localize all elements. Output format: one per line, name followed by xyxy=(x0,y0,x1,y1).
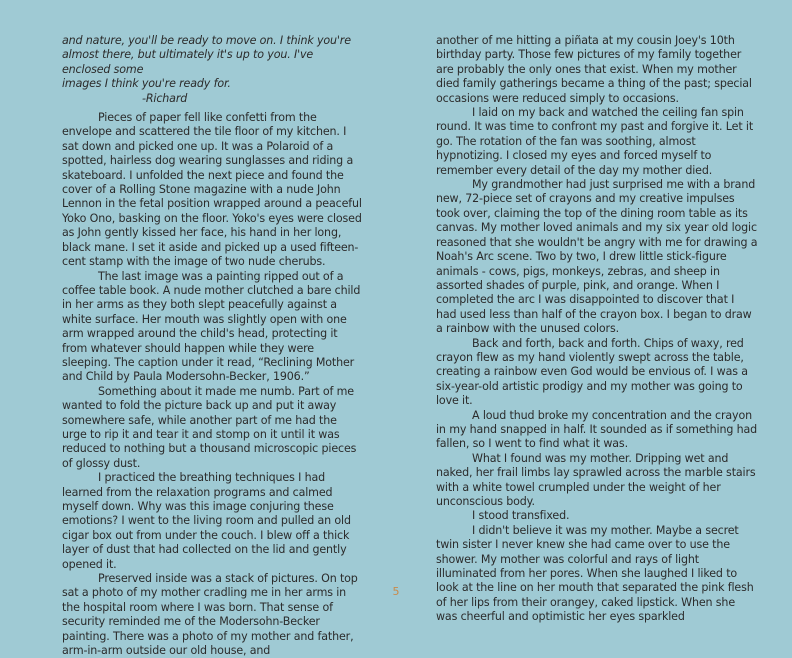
body-paragraph: My grandmother had just surprised me with a brand new, 72-piece set of crayons and my creative impulses took over, claiming the top of the dining room table as its canvas. My mother loved animals and my six year old logic reasoned that she wouldn't be angry with me for drawing a Noah's Arc scene. Two by two, I drew little stick-figure animals - cows, pigs, monkeys, zebras, and sheep in assorted shades of purple, pink, and orange. When I completed the arc I was disappointed to discover that I had used less than half of the crayon box. I began to draw a rainbow with the unused colors. xyxy=(436,178,758,336)
letter-line: and nature, you'll be ready to move on. I think you're xyxy=(62,34,351,47)
letter-signature: -Richard xyxy=(142,91,188,105)
body-paragraph: The last image was a painting ripped out of a coffee table book. A nude mother clutched a bare child in her arms as they both slept peacefully against a white surface. Her mouth was slightly open with one arm wrapped around the child's head, protecting it from whatever should happen while they were sleeping. The caption under it read, “Reclining Mother and Child by Paula Modersohn-Becker, 1906.” xyxy=(62,269,361,384)
body-paragraph: I laid on my back and watched the ceiling fan spin round. It was time to confront my past and forgive it. Let it go. The rotation of the fan was soothing, almost hypnotizing. I closed my eyes and forced myself to remember every detail of the day my mother died. xyxy=(436,106,754,177)
right-column xyxy=(436,34,758,625)
body-paragraph: I didn't believe it was my mother. Maybe a secret twin sister I never knew she had came over to use the shower. My mother was colorful and rays of light illuminated from her pores. When she laughed I liked to look at the line on her mouth that separated the pink flesh of her lips from their orangey, caked lipstick. When she was cheerful and optimistic her eyes sparkled xyxy=(436,523,754,624)
body-paragraph: A loud thud broke my concentration and the crayon in my hand snapped in half. It sounded as if something had fallen, so I went to find what it was. xyxy=(436,408,758,451)
page-number: 5 xyxy=(392,585,400,598)
body-paragraph: Back and forth, back and forth. Chips of waxy, red crayon flew as my hand violently swept across the table, creating a rainbow even God would be envious of. I was a six-year-old artistic prodigy and my mother was going to love it. xyxy=(436,336,748,408)
left-column xyxy=(62,34,362,658)
body-paragraph: I stood transfixed. xyxy=(472,509,570,523)
body-paragraph: I practiced the breathing techniques I had learned from the relaxation programs and calmed myself down. Why was this image conjuring these emotions? I went to the living room and pulled an old cigar box out from under the couch. I blew off a thick layer of dust that had collected on the lid and gently opened it. xyxy=(62,471,351,571)
body-paragraph: What I found was my mother. Dripping wet and naked, her frail limbs lay sprawled across the marble stairs with a white towel crumpled under the weight of her unconscious body. xyxy=(436,451,756,508)
letter-line: images I think you're ready for. xyxy=(62,77,231,91)
continued-paragraph: another of me hitting a piñata at my cousin Joey's 10th birthday party. Those few pictures of my family together are probably the only ones that exist. When my mother died family gatherings became a thing of the past; special occasions were reduced simply to occasions. xyxy=(436,34,752,105)
body-paragraph: Pieces of paper fell like confetti from the envelope and scattered the tile floor of my kitchen. I sat down and picked one up. It was a Polaroid of a spotted, hairless dog wearing sunglasses and riding a skateboard. I unfolded the next piece and found the cover of a Rolling Stone magazine with a nude John Lennon in the fetal position wrapped around a peaceful Yoko Ono, basking on the floor. Yoko's eyes were closed as John gently kissed her face, his hand in her long, black mane. I set it aside and picked up a used fifteen-cent stamp with the image of two nude cherubs. xyxy=(62,111,362,269)
body-paragraph: Preserved inside was a stack of pictures. On top sat a photo of my mother cradling me in her arms in the hospital room where I was born. That sense of security reminded me of the Modersohn-Becker painting. There was a photo of my mother and father, arm-in-arm outside our old house, and xyxy=(62,572,358,658)
body-paragraph: Something about it made me numb. Part of me wanted to fold the picture back up and put it away somewhere safe, while another part of me had the urge to rip it and tear it and stomp on it until it was reduced to nothing but a thousand microscopic pieces of glossy dust. xyxy=(62,384,357,470)
letter-line: almost there, but ultimately it's up to you. I've enclosed some xyxy=(62,48,314,76)
